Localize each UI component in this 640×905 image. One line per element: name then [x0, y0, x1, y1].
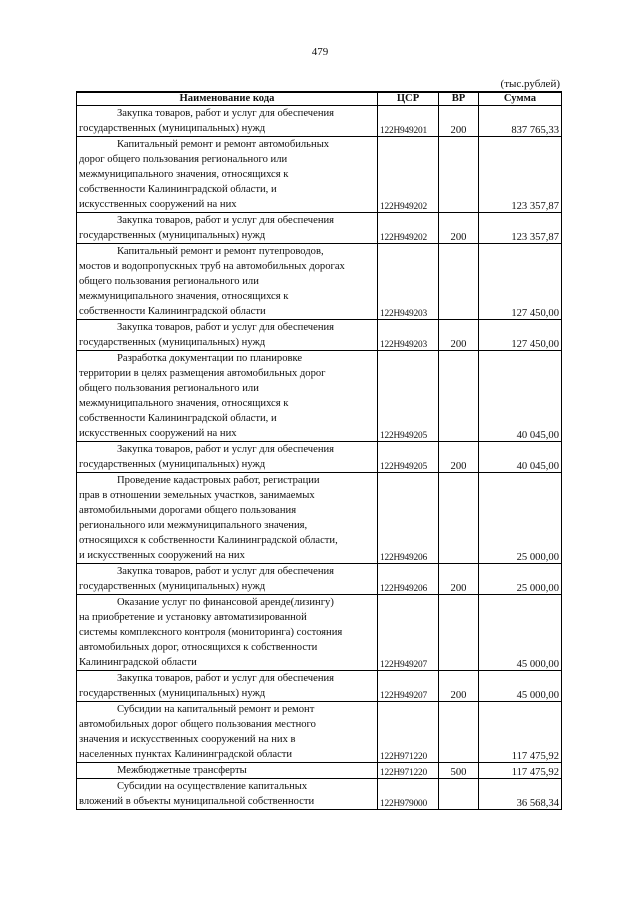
row-name	[77, 564, 378, 595]
row-name-line: межмуниципального значения, относящихся к	[79, 169, 289, 180]
row-name-line: межмуниципального значения, относящихся к	[79, 398, 289, 409]
row-name-line: общего пользования регионального или	[79, 383, 259, 394]
row-sum: 45 000,00	[479, 595, 562, 671]
row-name-line: мостов и водопропускных труб на автомобильных дорогах	[79, 261, 345, 272]
row-name	[77, 702, 378, 763]
row-sum: 40 045,00	[479, 351, 562, 442]
row-name-line: искусственных сооружений на них	[79, 428, 237, 439]
row-name	[77, 473, 378, 564]
row-name-line: Закупка товаров, работ и услуг для обеспечения	[117, 566, 335, 577]
row-name-line: автомобильных дорог, относящихся к собственности	[79, 642, 318, 653]
row-vr: 200	[439, 213, 479, 244]
row-name-line: Закупка товаров, работ и услуг для обеспечения	[117, 444, 335, 455]
row-vr	[439, 137, 479, 213]
row-name-line: дорог общего пользования регионального или	[79, 154, 288, 165]
table-row	[77, 671, 562, 702]
table-row	[77, 473, 562, 564]
row-name-line: Закупка товаров, работ и услуг для обеспечения	[117, 673, 335, 684]
row-vr: 200	[439, 442, 479, 473]
row-name-line: и искусственных сооружений на них	[79, 550, 245, 561]
row-sum: 127 450,00	[479, 244, 562, 320]
row-name-line: Калининградской области	[79, 657, 197, 668]
row-name-line: территории в целях размещения автомобильных дорог	[79, 368, 326, 379]
row-name-line: собственности Калининградской области, и	[79, 184, 277, 195]
table-row	[77, 351, 562, 442]
row-name-line: Субсидии на осуществление капитальных	[117, 781, 308, 792]
row-vr	[439, 351, 479, 442]
row-code: 122Н949201	[378, 106, 439, 137]
row-name-line: государственных (муниципальных) нужд	[79, 337, 266, 348]
row-name-line: населенных пунктах Калининградской области	[79, 749, 293, 760]
row-code: 122Н949205	[378, 351, 439, 442]
row-vr	[439, 473, 479, 564]
row-vr	[439, 702, 479, 763]
table-body	[77, 106, 562, 810]
row-name	[77, 320, 378, 351]
row-name-line: государственных (муниципальных) нужд	[79, 581, 266, 592]
row-sum: 123 357,87	[479, 213, 562, 244]
row-name	[77, 763, 378, 779]
row-name	[77, 106, 378, 137]
row-code: 122Н949206	[378, 473, 439, 564]
header-sum: Сумма	[479, 92, 562, 106]
row-name-line: Закупка товаров, работ и услуг для обеспечения	[117, 108, 335, 119]
row-code: 122Н949207	[378, 595, 439, 671]
row-name-line: Закупка товаров, работ и услуг для обеспечения	[117, 215, 335, 226]
page-number: 479	[311, 46, 329, 58]
row-code: 122Н971220	[378, 702, 439, 763]
row-code: 122Н949205	[378, 442, 439, 473]
budget-table	[76, 91, 562, 810]
row-code: 122Н971220	[378, 763, 439, 779]
row-name-line: относящихся к собственности Калининградской области,	[79, 535, 338, 546]
row-name-line: межмуниципального значения, относящихся к	[79, 291, 289, 302]
row-vr	[439, 779, 479, 810]
row-name-line: Оказание услуг по финансовой аренде(лизингу)	[117, 597, 334, 608]
row-sum: 36 568,34	[479, 779, 562, 810]
row-name-line: на приобретение и установку автоматизированной	[79, 612, 307, 623]
row-code: 122Н979000	[378, 779, 439, 810]
row-name-line: государственных (муниципальных) нужд	[79, 688, 266, 699]
row-sum: 123 357,87	[479, 137, 562, 213]
table-row	[77, 106, 562, 137]
row-code: 122Н949202	[378, 137, 439, 213]
row-sum: 117 475,92	[479, 763, 562, 779]
table-row	[77, 702, 562, 763]
row-sum: 837 765,33	[479, 106, 562, 137]
header-vr: ВР	[439, 92, 479, 106]
row-name-line: общего пользования регионального или	[79, 276, 259, 287]
row-name	[77, 595, 378, 671]
row-name-line: прав в отношении земельных участков, занимаемых	[79, 490, 315, 501]
row-code: 122Н949203	[378, 244, 439, 320]
row-name	[77, 779, 378, 810]
row-name	[77, 137, 378, 213]
row-vr	[439, 595, 479, 671]
table-row	[77, 213, 562, 244]
row-name-line: собственности Калининградской области	[79, 306, 266, 317]
row-sum: 45 000,00	[479, 671, 562, 702]
row-name-line: системы комплексного контроля (мониторинга) состояния	[79, 627, 343, 638]
row-name	[77, 671, 378, 702]
row-name-line: Субсидии на капитальный ремонт и ремонт	[117, 704, 315, 715]
row-vr: 200	[439, 671, 479, 702]
row-sum: 127 450,00	[479, 320, 562, 351]
row-name-line: Закупка товаров, работ и услуг для обеспечения	[117, 322, 335, 333]
row-sum: 40 045,00	[479, 442, 562, 473]
row-name-line: государственных (муниципальных) нужд	[79, 459, 266, 470]
row-sum: 25 000,00	[479, 564, 562, 595]
row-vr: 200	[439, 320, 479, 351]
row-vr: 500	[439, 763, 479, 779]
row-name-line: искусственных сооружений на них	[79, 199, 237, 210]
row-code: 122Н949206	[378, 564, 439, 595]
table-row	[77, 244, 562, 320]
header-row	[77, 92, 562, 106]
row-vr: 200	[439, 106, 479, 137]
row-name-line: Проведение кадастровых работ, регистрации	[117, 475, 320, 486]
row-name-line: государственных (муниципальных) нужд	[79, 230, 266, 241]
table-row	[77, 137, 562, 213]
row-name-line: значения и искусственных сооружений на них в	[79, 734, 296, 745]
row-name-line: Межбюджетные трансферты	[117, 765, 247, 776]
units-note: (тыс.рублей)	[500, 78, 560, 90]
row-name-line: государственных (муниципальных) нужд	[79, 123, 266, 134]
table-row	[77, 320, 562, 351]
row-name-line: Разработка документации по планировке	[117, 353, 303, 364]
table-row	[77, 779, 562, 810]
row-sum: 117 475,92	[479, 702, 562, 763]
row-name-line: регионального или межмуниципального значения,	[79, 520, 308, 531]
row-sum: 25 000,00	[479, 473, 562, 564]
row-name	[77, 213, 378, 244]
row-code: 122Н949207	[378, 671, 439, 702]
row-name-line: автомобильных дорог общего пользования местного	[79, 719, 316, 730]
row-name-line: собственности Калининградской области, и	[79, 413, 277, 424]
row-name-line: автомобильными дорогами общего пользования	[79, 505, 297, 516]
table-row	[77, 442, 562, 473]
row-name-line: Капитальный ремонт и ремонт автомобильных	[117, 139, 330, 150]
row-vr	[439, 244, 479, 320]
row-code: 122Н949203	[378, 320, 439, 351]
header-csr: ЦСР	[378, 92, 439, 106]
row-name-line: Капитальный ремонт и ремонт путепроводов,	[117, 246, 324, 257]
table-row	[77, 763, 562, 779]
header-name: Наименование кода	[77, 92, 378, 106]
row-name	[77, 244, 378, 320]
row-code: 122Н949202	[378, 213, 439, 244]
row-name-line: вложений в объекты муниципальной собственности	[79, 796, 315, 807]
row-name	[77, 351, 378, 442]
row-name	[77, 442, 378, 473]
table-row	[77, 595, 562, 671]
table-row	[77, 564, 562, 595]
row-vr: 200	[439, 564, 479, 595]
